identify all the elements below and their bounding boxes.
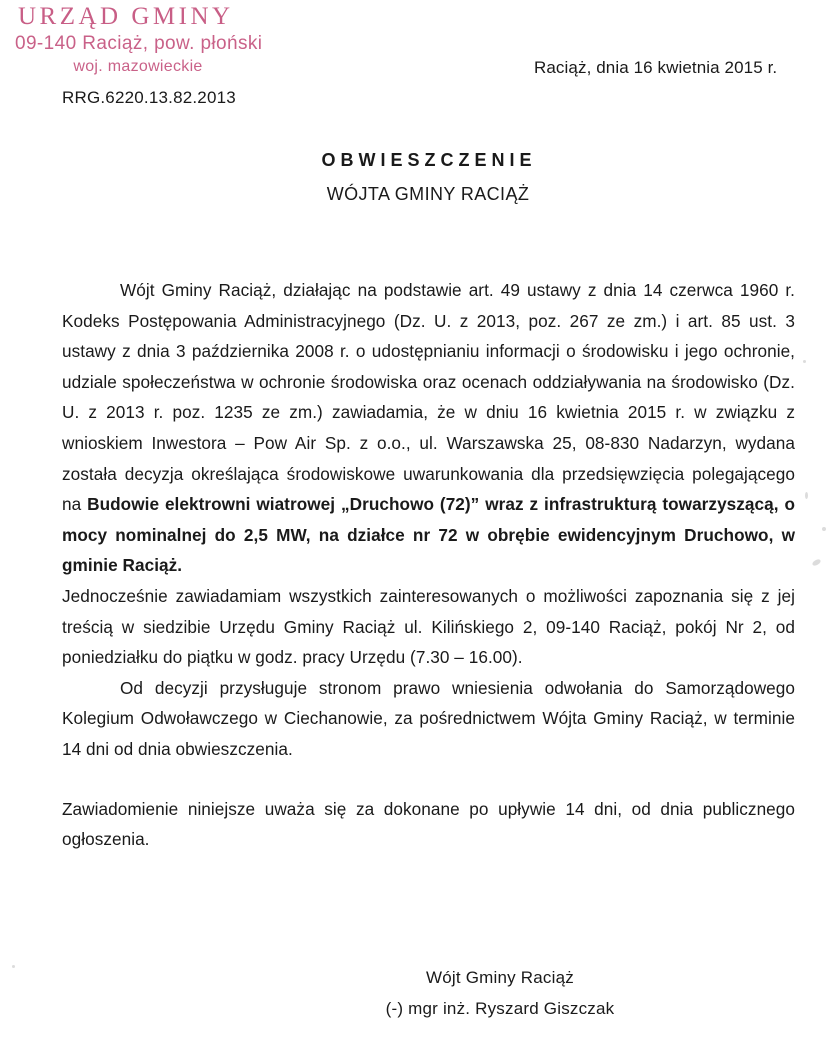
scan-speckle [803,360,806,363]
scan-speckle [805,492,808,499]
paragraph-1-text: Wójt Gminy Raciąż, działając na podstawie art. 49 ustawy z dnia 14 czerwca 1960 r. Kodeks Postępowania Administracyjnego (Dz. U. z 2013, poz. 267 ze zm.) i art. 85 ust. 3 ustawy z dnia 3 października 2008 r. o udostępnianiu informacji o środowisku i jego ochronie, udziale społeczeństwa w ochronie środowiska oraz ocenach oddziaływania na środowisko (Dz. U. z 2013 r. poz. 1235 ze zm.) zawiadamia, że w dniu 16 kwietnia 2015 r. w związku z wnioskiem Inwestora – Pow Air Sp. z o.o., ul. Warszawska 25, 08-830 Nadarzyn, wydana została decyzja określająca środowiskowe uwarunkowania dla przedsięwzięcia polegającego na [62,280,795,515]
office-stamp [14,2,284,77]
scan-speckle [811,558,821,567]
paragraph-4: Zawiadomienie niniejsze uważa się za dokonane po upływie 14 dni, od dnia publicznego ogłoszenia. [62,798,795,850]
page-subtitle: WÓJTA GMINY RACIĄŻ [326,184,530,204]
signature-name: (-) mgr inż. Ryszard Giszczak [385,999,615,1018]
stamp-address: 09-140 Raciąż, pow. płoński [15,33,263,54]
stamp-voivodeship: woj. mazowieckie [73,58,203,75]
paragraph-1-emphasis: Budowie elektrowni wiatrowej „Druchowo (72)” wraz z infrastrukturą towarzyszącą, o mocy nominalnej do 2,5 MW, na działce nr 72 w obrębie ewidencyjnym Druchowo, w gminie Raciąż. [62,494,796,576]
paragraph-2: Jednocześnie zawiadamiam wszystkich zainteresowanych o możliwości zapoznania się z jej treścią w siedzibie Urzędu Gminy Raciąż ul. Kilińskiego 2, 09-140 Raciąż, pokój Nr 2, od poniedziałku do piątku w godz. pracy Urzędu (7.30 – 16.00). [62,585,795,668]
paragraph-spacer [62,765,795,794]
paragraph-1 [62,275,795,581]
page-title: OBWIESZCZENIE [321,150,537,170]
scan-speckle [822,527,826,531]
reference-number: RRG.6220.13.82.2013 [62,88,236,107]
stamp-office-name: URZĄD GMINY [18,3,234,30]
document-body [62,275,795,855]
place-and-date: Raciąż, dnia 16 kwietnia 2015 r. [534,58,778,77]
scan-speckle [12,965,15,968]
signature-block [0,962,840,1024]
signature-role: Wójt Gminy Raciąż [426,968,574,987]
paragraph-3: Od decyzji przysługuje stronom prawo wniesienia odwołania do Samorządowego Kolegium Odwoławczego w Ciechanowie, za pośrednictwem Wójta Gminy Raciąż, w terminie 14 dni od dnia obwieszczenia. [62,677,795,759]
